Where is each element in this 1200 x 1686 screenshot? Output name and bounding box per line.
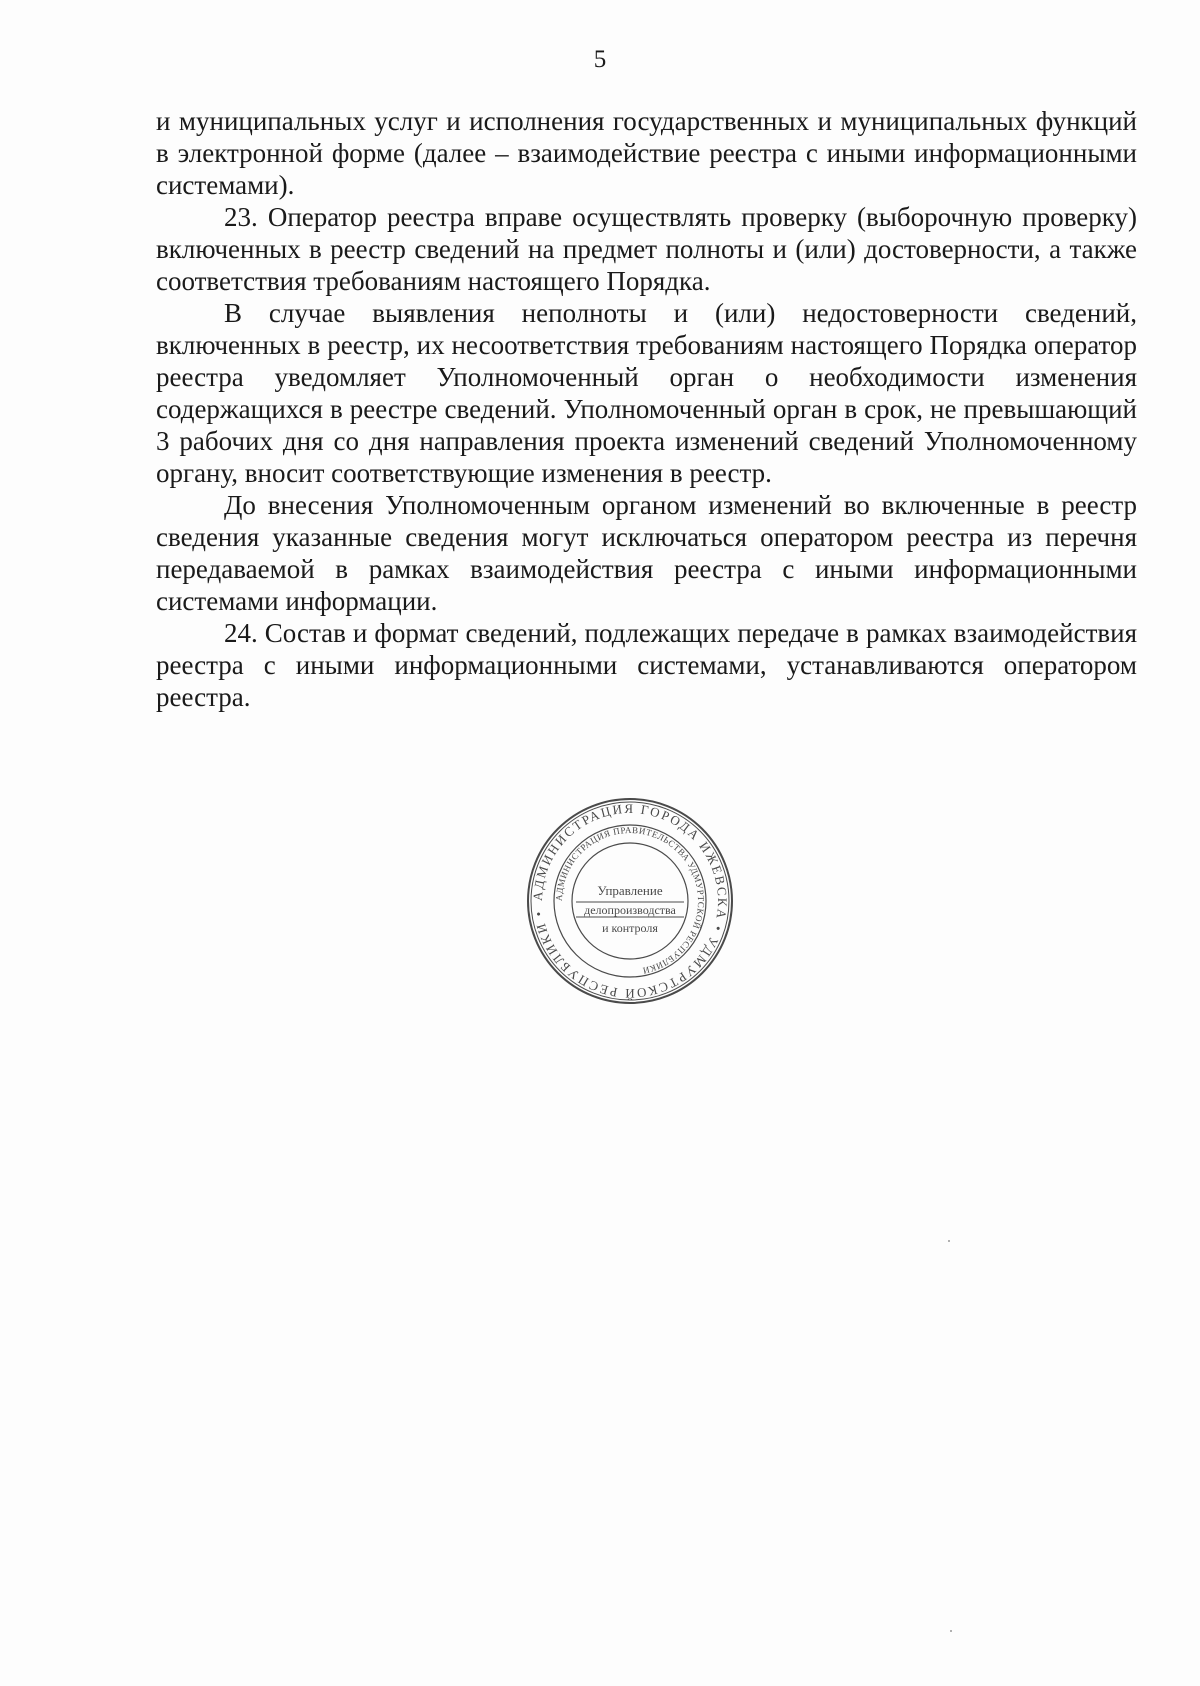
paragraph-23: 23. Оператор реестра вправе осуществлять проверку (выборочную проверку) включенных в реестр сведений на предмет полноты и (или) достоверности, а также соответствия требованиям настоящего Порядка.	[156, 202, 1137, 296]
paragraph-24: 24. Состав и формат сведений, подлежащих передаче в рамках взаимодействия реестра с иными информационными системами, устанавливаются оператором реестра.	[156, 618, 1137, 712]
paragraph-continuation: и муниципальных услуг и исполнения государственных и муниципальных функций в электронной форме (далее – взаимодействие реестра с иными информационными системами).	[156, 106, 1137, 200]
scan-speck	[950, 1630, 952, 1632]
page-number: 5	[593, 46, 607, 73]
svg-text:АДМИНИСТРАЦИЯ ПРАВИТЕЛЬСТВА УД	[554, 825, 706, 976]
stamp-center-line-2: делопроизводства	[584, 903, 676, 917]
scan-speck	[948, 1240, 950, 1242]
paragraph-incompleteness: В случае выявления неполноты и (или) недостоверности сведений, включенных в реестр, их несоответствия требованиям настоящего Порядка оператор реестра уведомляет Уполномоченный орган о необходимости изменения содержащихся в реестре сведений. Уполномоченный орган в срок, не превышающий 3 рабочих дня со дня направления проекта изменений сведений Уполномоченному органу, вносит соответствующие изменения в реестр.	[156, 298, 1137, 488]
document-body	[156, 105, 1137, 713]
stamp-center-line-3: и контроля	[602, 921, 658, 935]
stamp-seal	[524, 795, 736, 1007]
stamp-center-line-1: Управление	[597, 883, 663, 898]
official-stamp	[524, 795, 736, 1007]
stamp-outer-text: АДМИНИСТРАЦИЯ ГОРОДА ИЖЕВСКА • УДМУРТСКОЙ РЕСПУБЛИКИ •	[529, 800, 731, 1002]
stamp-inner-text: АДМИНИСТРАЦИЯ ПРАВИТЕЛЬСТВА УДМУРТСКОЙ РЕСПУБЛИКИ	[553, 824, 707, 976]
paragraph-before-changes: До внесения Уполномоченным органом изменений во включенные в реестр сведения указанные сведения могут исключаться оператором реестра из перечня передаваемой в рамках взаимодействия реестра с иными информационными системами информации.	[156, 490, 1137, 616]
